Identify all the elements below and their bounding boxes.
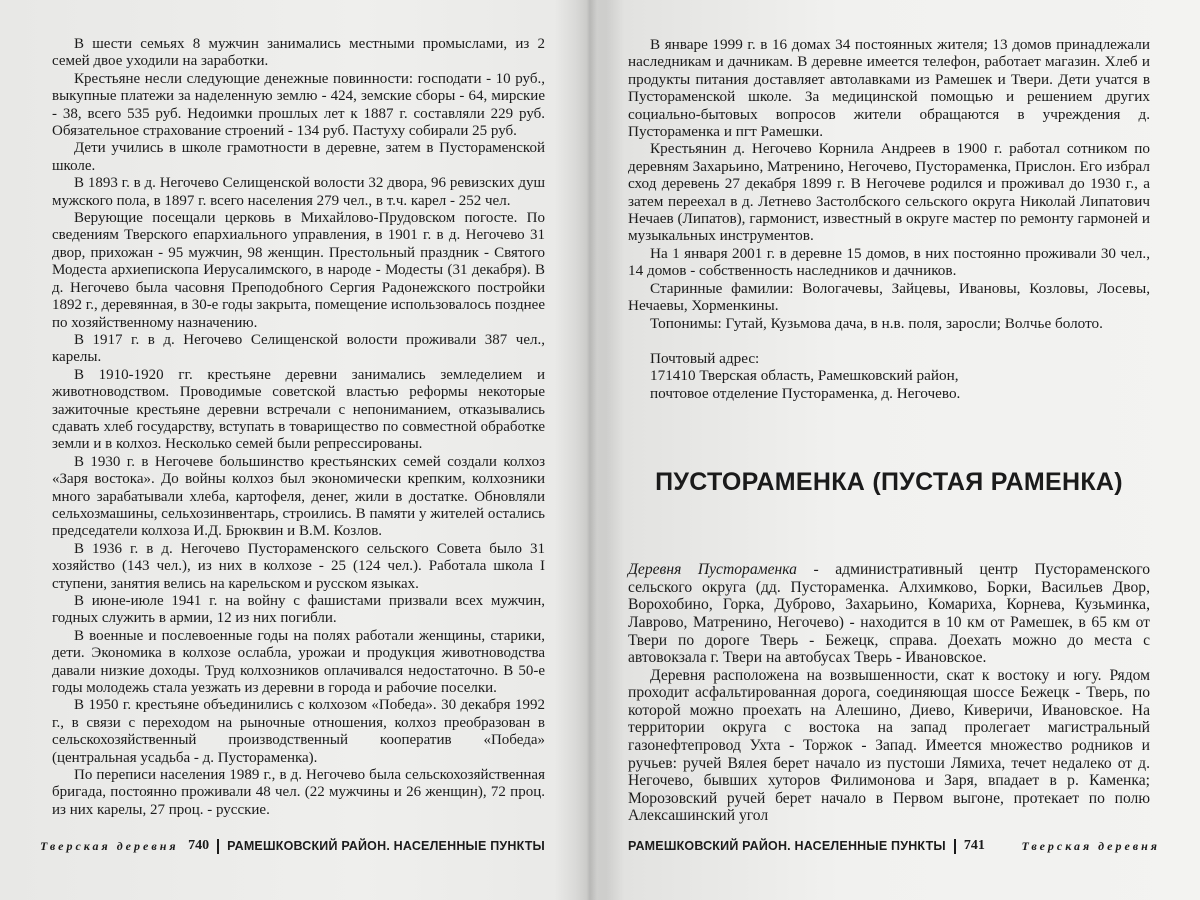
footer-left-group bbox=[628, 838, 985, 854]
paragraph: В 1917 г. в д. Негочево Селищенской волости проживали 387 чел., карелы. bbox=[52, 331, 545, 366]
paragraph: В 1950 г. крестьяне объединились с колхозом «Победа». 30 декабря 1992 г., в связи с переходом на рыночные отношения, колхоз преобразован в сельскохозяйственный производственный кооператив «Победа» (центральная усадьба - д. Пустораменка). bbox=[52, 697, 545, 766]
village-name-lead: Деревня Пустораменка bbox=[628, 561, 797, 579]
paragraph: На 1 января 2001 г. в деревне 15 домов, в них постоянно проживали 30 чел., 14 домов - собственность наследников и дачников. bbox=[628, 244, 1150, 280]
page-number: 740 bbox=[188, 838, 210, 853]
section-heading: ПУСТОРАМЕНКА (ПУСТАЯ РАМЕНКА) bbox=[655, 468, 1123, 497]
paragraph: В 1936 г. в д. Негочево Пустораменского сельского Совета было 31 хозяйство (143 чел.), из них в колхозе - 25 (124 чел.). Работала школа I ступени, занятия велись на карельском и русском языках. bbox=[52, 540, 545, 592]
footer-right-group bbox=[188, 838, 545, 854]
paragraph bbox=[628, 561, 1150, 667]
paragraph: В военные и послевоенные годы на полях работали женщины, старики, дети. Экономика в колхозе ослабла, урожаи и продукция животноводства давали низкие доходы. Труд колхозников оплачивался недостаточно. В 50-е годы молодежь стала уезжать из деревни в города и рабочие поселки. bbox=[52, 627, 545, 697]
paragraph-text: - административный центр Пустораменского сельского округа (дд. Пустораменка. Алхимково, Борки, Васильев Двор, Ворохобино, Горка, Дуброво, Захарьино, Комариха, Корнева, Кузьминка, Лаврово, Матренино, Негочево) - находится в 10 км от Рамешек, в 65 км от Твери по дороге Тверь - Бежецк, справа. Доехать можно до места с автовокзала г. Твери на автобусах Тверь - Ивановское. bbox=[628, 561, 1150, 667]
paragraph: В 1910-1920 гг. крестьяне деревни занимались земледелием и животноводством. Проводимые советской властью реформы некоторые зажиточные крестьяне деревни встречали с непониманием, отказывались сдавать хлеб государству, вступать в товарищество по совместной обработке земли и в колхоз. Несколько семей были репрессированы. bbox=[52, 366, 545, 453]
address-line: почтовое отделение Пустораменка, д. Негочево. bbox=[650, 384, 961, 402]
section-title: РАМЕШКОВСКИЙ РАЙОН. НАСЕЛЕННЫЕ ПУНКТЫ bbox=[227, 839, 545, 853]
paragraph: Крестьянин д. Негочево Корнила Андреев в 1900 г. работал сотником по деревням Захарьино, Матренино, Негочево, Пустораменка, Прислон. Его избрал сход деревень 27 декабря 1899 г. В Негочеве родился и проживал до 1930 г., а затем переехал в д. Летнево Застолбского сельского округа Николай Липатович Нечаев (Липатов), гармонист, известный в округе мастер по ремонту гармоней и музыкальных инструментов. bbox=[628, 140, 1150, 245]
paragraph: В шести семьях 8 мужчин занимались местными промыслами, из 2 семей двое уходили на заработки. bbox=[52, 36, 545, 70]
right-lower-text bbox=[628, 561, 1150, 825]
footer-divider bbox=[954, 839, 956, 854]
postal-address bbox=[628, 350, 1150, 402]
left-page bbox=[0, 0, 585, 900]
running-title: Тверская деревня bbox=[40, 838, 179, 853]
paragraph: В 1930 г. в Негочеве большинство крестьянских семей создали колхоз «Заря востока». До войны колхоз был экономически крепким, колхозники много зарабатывали хлеба, картофеля, денег, жили в достатке. Обновляли сельхозмашины, сельхозинвентарь, строились. В памяти у жителей остались председатели колхоза И.Д. Брюквин и В.М. Козлов. bbox=[52, 453, 545, 540]
page-number: 741 bbox=[963, 838, 985, 853]
paragraph: В 1893 г. в д. Негочево Селищенской волости 32 двора, 96 ревизских душ мужского пола, в 1897 г. всего населения 279 чел., в т.ч. карел - 252 чел. bbox=[52, 175, 545, 209]
running-title: Тверская деревня bbox=[1021, 838, 1160, 853]
paragraph: Верующие посещали церковь в Михайлово-Прудовском погосте. По сведениям Тверского епархиального управления, в 1901 г. в д. Негочево 31 двор, прихожан - 95 мужчин, 98 женщин. Престольный праздник - Святого Модеста архиепископа Иерусалимского, в народе - Модесты (31 декабря). В д. Негочево была часовня Преподобного Сергия Радонежского постройки 1892 г., деревянная, в 30-е годы закрыта, помещение использовалось позднее по хозяйственному назначению. bbox=[52, 210, 545, 331]
paragraph: В январе 1999 г. в 16 домах 34 постоянных жителя; 13 домов принадлежали наследникам и дачникам. В деревне имеется телефон, работает магазин. Хлеб и продукты питания доставляет автолавками из Рамешек и Твери. Дети учатся в Пустораменской школе. За медицинской помощью и решением других социально-бытовых вопросов жители обращаются в учреждения д. Пустораменка и пгт Рамешки. bbox=[628, 36, 1150, 141]
right-page-footer bbox=[628, 838, 1160, 854]
footer-divider bbox=[217, 839, 219, 854]
address-label: Почтовый адрес: bbox=[650, 349, 760, 367]
paragraph: Топонимы: Гутай, Кузьмова дача, в н.в. поля, заросли; Волчье болото. bbox=[650, 314, 1103, 332]
paragraph: Дети учились в школе грамотности в деревне, затем в Пустораменской школе. bbox=[52, 140, 545, 174]
paragraph: Крестьяне несли следующие денежные повинности: господати - 10 руб., выкупные платежи за наделенную землю - 424, земские сборы - 64, мирские - 38, всего 535 руб. Недоимки прошлых лет к 1887 г. составляли 229 руб. Обязательное страхование строений - 134 руб. Пастуху собирали 25 руб. bbox=[52, 70, 545, 140]
paragraph: В июне-июле 1941 г. на войну с фашистами призвали всех мужчин, годных служить в армии, 12 из них погибли. bbox=[52, 593, 545, 627]
left-page-footer bbox=[40, 838, 545, 854]
address-line: 171410 Тверская область, Рамешковский район, bbox=[650, 367, 959, 385]
paragraph: Деревня расположена на возвышенности, скат к востоку и югу. Рядом проходит асфальтированная дорога, соединяющая шоссе Бежецк - Тверь, по которой можно проехать на Алешино, Диево, Киверичи, Ивановское. На территории округа с востока на запад пролегает магистральный газонефтепровод Ухта - Торжок - Запад. Имеется множество родников и ручьев: ручей Вялея берет начало из пустоши Лямиха, течет недалеко от д. Негочево, бывших хуторов Филимонова и Заря, впадает в р. Каменка; Морозовский ручей берет начало в Первом выгоне, протекает по полю Алексашинский угол bbox=[628, 666, 1150, 825]
section-title: РАМЕШКОВСКИЙ РАЙОН. НАСЕЛЕННЫЕ ПУНКТЫ bbox=[628, 839, 946, 853]
right-page bbox=[600, 0, 1200, 900]
paragraph: По переписи населения 1989 г., в д. Негочево была сельскохозяйственная бригада, постоянно проживали 48 чел. (22 мужчины и 26 женщин), 72 проц. из них карелы, 27 проц. - русские. bbox=[52, 767, 545, 818]
paragraph: Старинные фамилии: Вологачевы, Зайцевы, Ивановы, Козловы, Лосевы, Нечаевы, Хорменкины. bbox=[628, 279, 1150, 315]
